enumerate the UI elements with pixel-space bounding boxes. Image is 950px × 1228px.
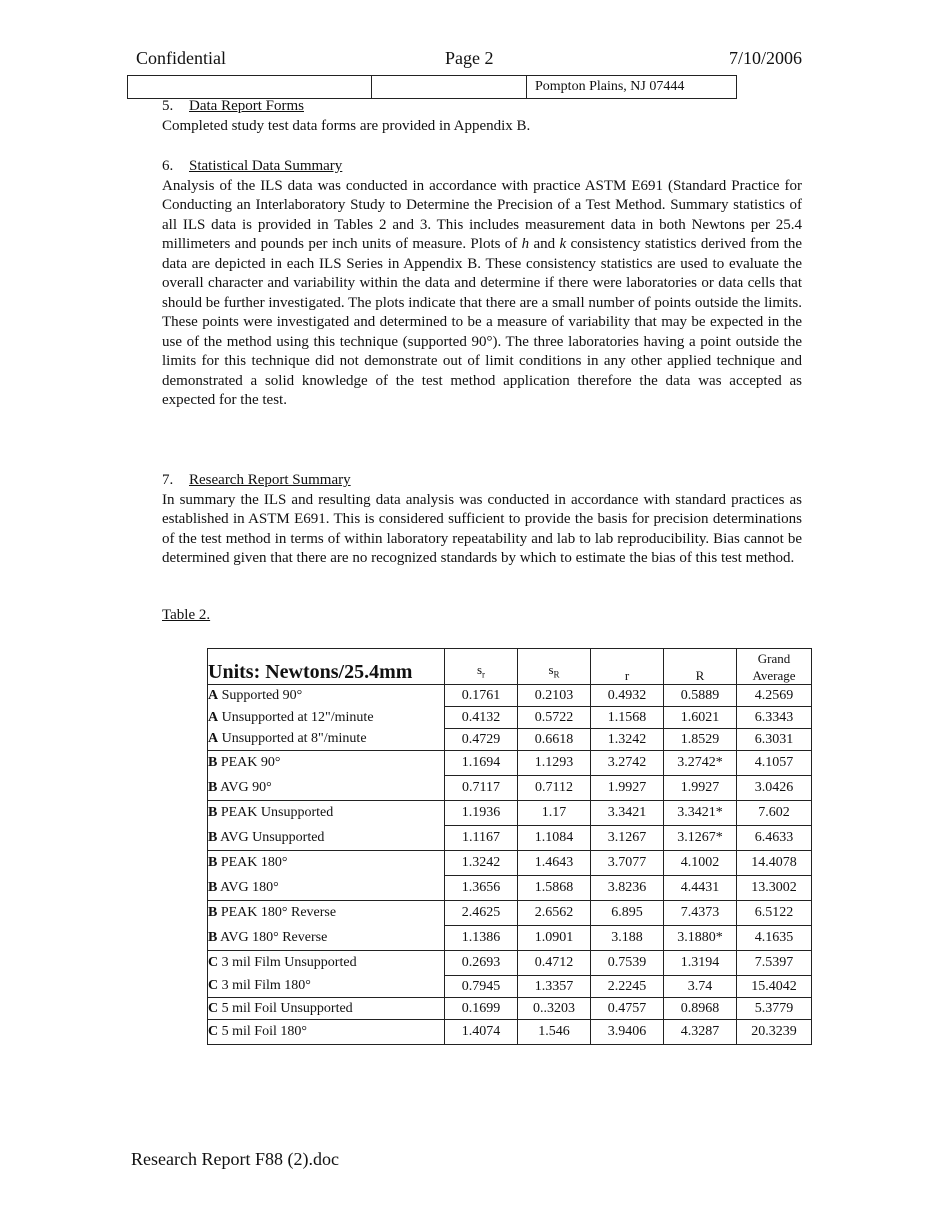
cell-r: 1.1568	[591, 707, 664, 729]
table-row	[208, 729, 812, 751]
cell-R: 0.5889	[664, 685, 737, 707]
row-label	[208, 729, 445, 751]
row-description: Unsupported at 8"/minute	[218, 731, 367, 747]
cell-grand-average: 5.3779	[737, 998, 812, 1020]
address-cell-3: Pompton Plains, NJ 07444	[535, 79, 685, 94]
table-row	[208, 951, 812, 976]
row-label	[208, 776, 445, 801]
row-description: PEAK Unsupported	[217, 805, 334, 821]
cell-sR: 1.4643	[518, 851, 591, 876]
row-label	[208, 926, 445, 951]
cell-r: 2.2245	[591, 976, 664, 998]
cell-R: 3.1880*	[664, 926, 737, 951]
row-series: B	[208, 929, 218, 945]
cell-grand-average: 15.4042	[737, 976, 812, 998]
cell-sr: 0.7117	[445, 776, 518, 801]
row-series: B	[208, 755, 218, 771]
column-header-R	[664, 649, 737, 685]
table-row	[208, 776, 812, 801]
cell-r: 3.7077	[591, 851, 664, 876]
column-header-sR	[518, 649, 591, 685]
cell-sr: 1.3242	[445, 851, 518, 876]
cell-sr: 0.1761	[445, 685, 518, 707]
cell-R: 4.1002	[664, 851, 737, 876]
cell-R: 3.2742*	[664, 751, 737, 776]
header-date: 7/10/2006	[729, 48, 803, 68]
column-base: r	[624, 668, 630, 683]
section-body	[162, 177, 802, 411]
cell-r: 0.4932	[591, 685, 664, 707]
section-statistical-data-summary	[162, 157, 802, 411]
column-header-sr	[445, 649, 518, 685]
section-heading	[162, 471, 802, 491]
row-label	[208, 1020, 445, 1045]
cell-sr: 0.4729	[445, 729, 518, 751]
footer-filename: Research Report F88 (2).doc	[131, 1149, 339, 1169]
cell-r: 1.9927	[591, 776, 664, 801]
row-series: A	[208, 731, 219, 747]
row-label	[208, 801, 445, 826]
cell-r: 3.3421	[591, 801, 664, 826]
cell-sr: 0.4132	[445, 707, 518, 729]
cell-sR: 1.0901	[518, 926, 591, 951]
section-number: 7.	[162, 472, 174, 488]
table-row	[208, 926, 812, 951]
table-row	[208, 901, 812, 926]
cell-R: 1.6021	[664, 707, 737, 729]
column-sub: r	[482, 670, 486, 680]
body-text: Analysis of the ILS data was conducted in accordance with practice ASTM E691 (Standard Practice for Conducting an Interlaboratory Study to Determine the Precision of a Test Method. Summary statistics of all ILS data is provided in Tables 2 and 3. This includes measurement data in both Newtons per 25.4 millimeters and pounds per inch units of measure. Plots of	[162, 177, 802, 252]
row-description: PEAK 180° Reverse	[217, 905, 337, 921]
row-description: AVG 90°	[217, 779, 272, 795]
statistics-table	[207, 648, 812, 1045]
row-label	[208, 976, 445, 998]
cell-sR: 0.7112	[518, 776, 591, 801]
cell-sR: 1.546	[518, 1020, 591, 1045]
row-description: 5 mil Foil Unsupported	[218, 1000, 353, 1016]
section-heading	[162, 97, 802, 117]
cell-R: 1.8529	[664, 729, 737, 751]
h-statistic: h	[521, 236, 530, 252]
row-label	[208, 901, 445, 926]
table-caption: Table 2.	[162, 607, 211, 623]
column-header-r	[591, 649, 664, 685]
cell-grand-average: 3.0426	[737, 776, 812, 801]
section-heading	[162, 157, 802, 177]
cell-grand-average: 6.5122	[737, 901, 812, 926]
column-base: R	[695, 668, 705, 683]
row-series: B	[208, 905, 218, 921]
cell-R: 0.8968	[664, 998, 737, 1020]
row-description: PEAK 90°	[217, 755, 281, 771]
cell-sr: 0.7945	[445, 976, 518, 998]
section-title: Statistical Data Summary	[189, 158, 343, 174]
row-series: B	[208, 855, 218, 871]
table-row	[208, 826, 812, 851]
row-series: A	[208, 709, 219, 725]
cell-sR: 1.3357	[518, 976, 591, 998]
cell-sR: 0.5722	[518, 707, 591, 729]
cell-sr: 0.1699	[445, 998, 518, 1020]
column-header-grand-average	[737, 649, 812, 685]
table-row	[208, 751, 812, 776]
cell-sr: 0.2693	[445, 951, 518, 976]
cell-sR: 1.1084	[518, 826, 591, 851]
cell-r: 6.895	[591, 901, 664, 926]
cell-sR: 2.6562	[518, 901, 591, 926]
section-body: Completed study test data forms are provided in Appendix B.	[162, 117, 531, 134]
cell-grand-average: 20.3239	[737, 1020, 812, 1045]
cell-sR: 1.1293	[518, 751, 591, 776]
row-description: 5 mil Foil 180°	[218, 1024, 307, 1039]
table-row	[208, 998, 812, 1020]
cell-grand-average: 7.602	[737, 801, 812, 826]
table-row	[208, 801, 812, 826]
row-label	[208, 751, 445, 776]
column-base: s	[548, 662, 554, 678]
cell-sR: 0..3203	[518, 998, 591, 1020]
address-cell-2	[372, 76, 527, 98]
cell-R: 4.3287	[664, 1020, 737, 1045]
cell-r: 3.188	[591, 926, 664, 951]
cell-sr: 1.4074	[445, 1020, 518, 1045]
section-body: In summary the ILS and resulting data analysis was conducted in accordance with standard practices as established in ASTM E691. This is considered sufficient to provide the basis for precision determinations of the test method in terms of within laboratory repeatability and lab to lab reproducibility. Bias cannot be determined given that there are no recognized standards by which to estimate the bias of this test method.	[162, 491, 802, 566]
cell-grand-average: 4.1635	[737, 926, 812, 951]
row-description: Unsupported at 12"/minute	[218, 709, 374, 725]
row-series: C	[208, 1000, 219, 1016]
cell-grand-average: 6.4633	[737, 826, 812, 851]
row-series: C	[208, 978, 219, 994]
cell-sr: 1.3656	[445, 876, 518, 901]
cell-R: 1.9927	[664, 776, 737, 801]
row-label	[208, 998, 445, 1020]
cell-grand-average: 7.5397	[737, 951, 812, 976]
section-number: 6.	[162, 158, 174, 174]
header-page-number: Page 2	[445, 48, 494, 68]
cell-sr: 1.1167	[445, 826, 518, 851]
row-description: AVG Unsupported	[217, 829, 325, 845]
section-number: 5.	[162, 98, 174, 114]
row-description: AVG 180° Reverse	[217, 929, 328, 945]
cell-r: 3.2742	[591, 751, 664, 776]
cell-grand-average: 6.3343	[737, 707, 812, 729]
table-row	[208, 1020, 812, 1045]
row-series: B	[208, 879, 218, 895]
cell-R: 1.3194	[664, 951, 737, 976]
cell-R: 3.3421*	[664, 801, 737, 826]
row-series: B	[208, 829, 218, 845]
cell-R: 4.4431	[664, 876, 737, 901]
row-series: B	[208, 779, 218, 795]
cell-grand-average: 6.3031	[737, 729, 812, 751]
row-label	[208, 851, 445, 876]
row-label	[208, 876, 445, 901]
cell-grand-average: 4.1057	[737, 751, 812, 776]
row-description: Supported 90°	[218, 687, 303, 703]
row-series: A	[208, 687, 219, 703]
row-description: PEAK 180°	[217, 855, 288, 871]
section-research-report-summary	[162, 471, 802, 569]
column-sub: R	[553, 670, 560, 680]
cell-r: 0.4757	[591, 998, 664, 1020]
table-row	[208, 685, 812, 707]
row-label	[208, 707, 445, 729]
cell-r: 0.7539	[591, 951, 664, 976]
body-text: and	[529, 236, 560, 252]
cell-r: 1.3242	[591, 729, 664, 751]
row-label	[208, 685, 445, 707]
units-header: Units: Newtons/25.4mm	[208, 649, 445, 685]
row-description: AVG 180°	[217, 879, 279, 895]
k-statistic: k	[559, 236, 567, 252]
cell-sr: 1.1936	[445, 801, 518, 826]
table-row	[208, 976, 812, 998]
row-series: C	[208, 1024, 219, 1039]
body-text: consistency statistics derived from the data are depicted in each ILS Series in Appendix B. These consistency statistics are used to evaluate the overall character and variability within the data and determine if there were laboratories or data cells that should be further investigated. The plots indicate that there are a small number of points outside the limits. These points were investigated and determined to be a measure of variability that may be expected in the use of the method using this technique (supported 90°). The three laboratories having a point outside the limits for this technique did not demonstrate out of limit conditions in any other applied technique and demonstrated a solid knowledge of the test method application therefore the data was accepted as expected for the test.	[162, 236, 802, 408]
row-description: 3 mil Film Unsupported	[218, 955, 357, 971]
row-series: B	[208, 805, 218, 821]
table-row	[208, 876, 812, 901]
cell-sr: 1.1694	[445, 751, 518, 776]
cell-sr: 1.1386	[445, 926, 518, 951]
row-label	[208, 951, 445, 976]
column-base: s	[476, 662, 483, 678]
section-title: Research Report Summary	[189, 472, 351, 488]
cell-r: 3.1267	[591, 826, 664, 851]
cell-r: 3.9406	[591, 1020, 664, 1045]
row-series: C	[208, 955, 219, 971]
column-base: Grand Average	[752, 651, 796, 683]
cell-grand-average: 14.4078	[737, 851, 812, 876]
cell-R: 3.74	[664, 976, 737, 998]
section-data-report-forms	[162, 97, 802, 136]
row-description: 3 mil Film 180°	[218, 978, 311, 994]
table-header-row	[208, 649, 812, 685]
section-title: Data Report Forms	[189, 98, 304, 114]
cell-sR: 0.6618	[518, 729, 591, 751]
cell-grand-average: 4.2569	[737, 685, 812, 707]
table-row	[208, 851, 812, 876]
header-confidential: Confidential	[136, 48, 226, 68]
address-cell-1	[128, 76, 372, 98]
table-row	[208, 707, 812, 729]
cell-grand-average: 13.3002	[737, 876, 812, 901]
address-row	[127, 75, 737, 99]
row-label	[208, 826, 445, 851]
cell-r: 3.8236	[591, 876, 664, 901]
cell-sR: 1.5868	[518, 876, 591, 901]
cell-R: 3.1267*	[664, 826, 737, 851]
cell-sR: 1.17	[518, 801, 591, 826]
cell-sR: 0.2103	[518, 685, 591, 707]
cell-sR: 0.4712	[518, 951, 591, 976]
cell-sr: 2.4625	[445, 901, 518, 926]
cell-R: 7.4373	[664, 901, 737, 926]
